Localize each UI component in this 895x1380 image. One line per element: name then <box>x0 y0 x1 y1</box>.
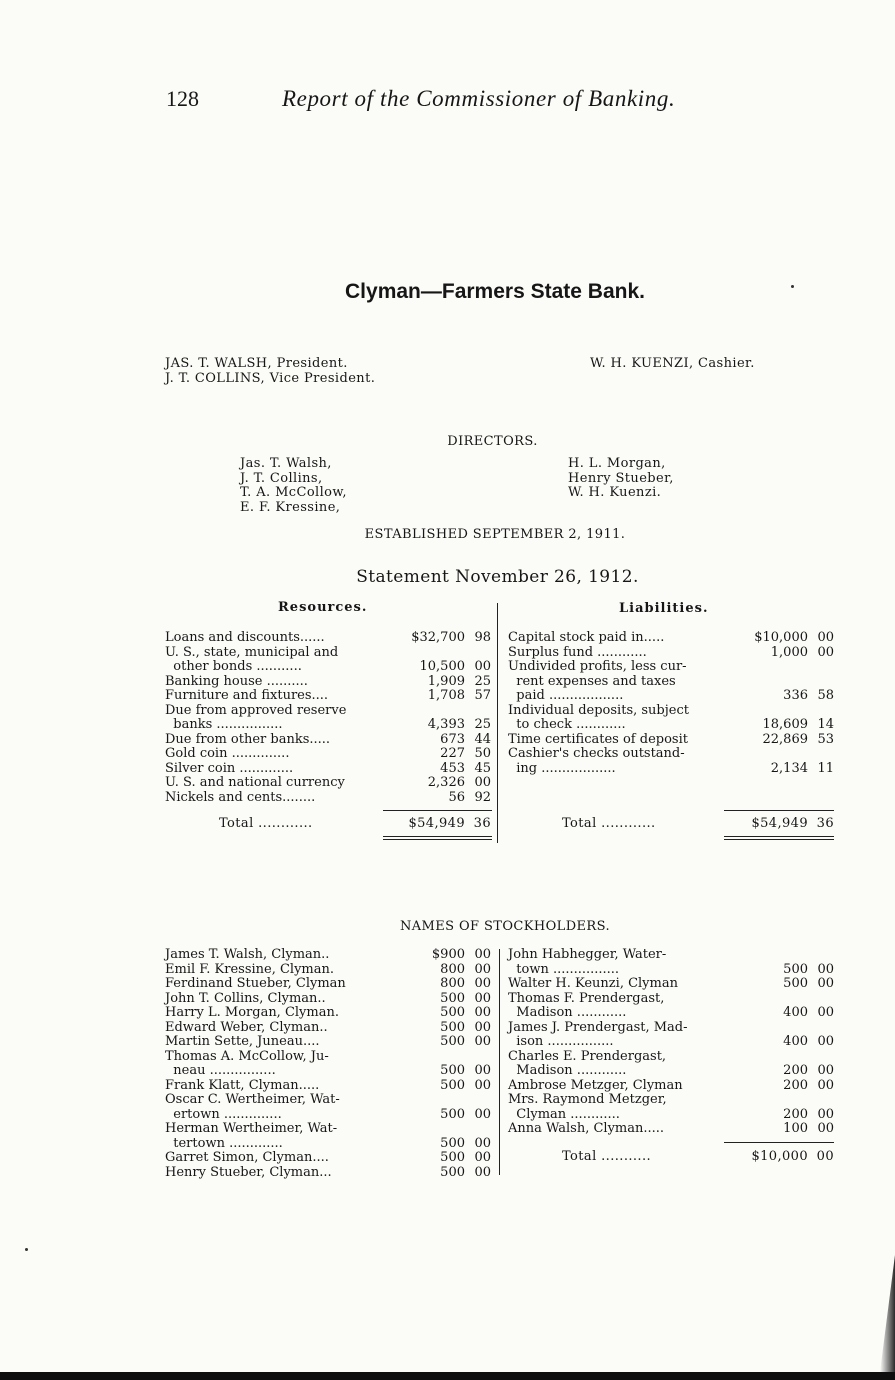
directors-left <box>240 457 347 515</box>
stockholder-row <box>165 1079 491 1094</box>
entry-dollars: 200 <box>783 1106 808 1122</box>
resources-row <box>165 660 491 675</box>
entry-label: Due from approved reserve <box>165 702 347 718</box>
entry-dollars: 22,869 <box>762 731 808 747</box>
stockholder-row <box>508 1021 834 1036</box>
entry-label: Banking house .......... <box>165 673 308 689</box>
page-edge <box>880 1255 895 1372</box>
entry-dollars: 200 <box>783 1077 808 1093</box>
entry-cents <box>808 948 834 963</box>
bank-title: Clyman—Farmers State Bank. <box>345 280 645 303</box>
stockholders-divider <box>499 949 500 1175</box>
entry-dollars <box>726 660 808 675</box>
entry-label: Thomas A. McCollow, Ju- <box>165 1048 329 1064</box>
liabilities-row <box>508 733 834 748</box>
resources-total-cents: 36 <box>473 816 491 831</box>
entry-label: tertown ............. <box>165 1135 283 1151</box>
entry-dollars: 500 <box>440 1005 465 1020</box>
entry-label: Oscar C. Wertheimer, Wat- <box>165 1092 340 1107</box>
resources-row <box>165 733 491 748</box>
entry-cents <box>465 1122 491 1137</box>
liabilities-row <box>508 646 834 661</box>
entry-dollars <box>405 1093 465 1108</box>
entry-label: banks ................ <box>165 717 283 732</box>
entry-dollars: 336 <box>783 688 808 703</box>
entry-cents <box>808 1093 834 1108</box>
page-number: 128 <box>166 86 199 111</box>
director: H. L. Morgan, <box>568 456 666 471</box>
entry-dollars: 56 <box>448 789 465 805</box>
entry-label: ertown .............. <box>165 1106 282 1122</box>
entry-label: Walter H. Keunzi, Clyman <box>508 976 678 991</box>
stockholder-row <box>508 1064 834 1079</box>
entry-cents: 45 <box>474 760 491 776</box>
entry-dollars <box>383 704 465 719</box>
entry-cents: 00 <box>817 1063 834 1078</box>
stockholder-row <box>165 1137 491 1152</box>
entry-dollars <box>726 704 808 719</box>
entry-label: paid .................. <box>508 688 624 703</box>
entry-dollars <box>748 948 808 963</box>
liabilities-table <box>508 631 834 776</box>
stockholder-row <box>165 948 491 963</box>
entry-dollars: 453 <box>440 760 465 776</box>
entry-cents: 57 <box>474 688 491 703</box>
stockholder-row <box>508 992 834 1007</box>
entry-dollars <box>748 1050 808 1065</box>
entry-label: Silver coin ............. <box>165 760 294 776</box>
entry-dollars: 800 <box>440 976 465 991</box>
entry-label: Madison ............ <box>508 1005 627 1020</box>
liabilities-row <box>508 718 834 733</box>
cashier: W. H. KUENZI, Cashier. <box>590 356 755 371</box>
entry-label: Loans and discounts...... <box>165 630 325 645</box>
entry-dollars: 500 <box>440 1135 465 1151</box>
entry-cents: 92 <box>474 789 491 805</box>
entry-label: James T. Walsh, Clyman.. <box>165 947 330 962</box>
entry-label: Herman Wertheimer, Wat- <box>165 1121 338 1136</box>
scan-bottom-edge <box>0 1372 895 1380</box>
entry-label: neau ................ <box>165 1063 276 1078</box>
entry-label: Capital stock paid in..... <box>508 630 665 645</box>
resources-table <box>165 631 491 805</box>
entry-cents: 00 <box>474 1150 491 1165</box>
entry-label: rent expenses and taxes <box>508 673 676 689</box>
entry-cents: 00 <box>474 1106 491 1122</box>
entry-dollars: 18,609 <box>762 717 808 732</box>
officers-left <box>165 357 375 386</box>
liabilities-row <box>508 747 834 762</box>
established-date: ESTABLISHED SEPTEMBER 2, 1911. <box>364 527 626 542</box>
entry-label: Clyman ............ <box>508 1106 620 1122</box>
entry-cents: 00 <box>474 1034 491 1049</box>
director: J. T. Collins, <box>240 470 323 486</box>
entry-label: to check ............ <box>508 717 626 732</box>
entry-cents <box>465 704 491 719</box>
entry-cents <box>465 1093 491 1108</box>
liabilities-rows <box>508 631 834 776</box>
stockholder-row <box>165 1122 491 1137</box>
entry-label: Nickels and cents........ <box>165 789 316 805</box>
entry-dollars: 500 <box>440 990 465 1006</box>
entry-dollars: 4,393 <box>427 717 465 732</box>
stockholder-row <box>165 1021 491 1036</box>
stockholders-left-table <box>165 948 491 1180</box>
resources-row <box>165 689 491 704</box>
entry-cents: 25 <box>474 673 491 689</box>
entry-dollars <box>405 1050 465 1065</box>
entry-dollars: 500 <box>440 1063 465 1078</box>
entry-label: Charles E. Prendergast, <box>508 1048 667 1064</box>
entry-dollars: 500 <box>783 961 808 977</box>
entry-cents <box>808 704 834 719</box>
entry-cents: 00 <box>817 1077 834 1093</box>
liabilities-row <box>508 762 834 777</box>
entry-label: James J. Prendergast, Mad- <box>508 1019 688 1035</box>
entry-label: U. S., state, municipal and <box>165 644 339 660</box>
stockholder-row <box>165 1108 491 1123</box>
entry-label: town ................ <box>508 961 620 977</box>
speck <box>791 285 794 288</box>
entry-dollars: 100 <box>783 1121 808 1136</box>
resources-row <box>165 675 491 690</box>
entry-cents: 00 <box>474 1005 491 1020</box>
entry-dollars: 500 <box>783 976 808 991</box>
resources-row <box>165 646 491 661</box>
stockholder-row <box>165 1035 491 1050</box>
entry-cents: 00 <box>474 1164 491 1180</box>
entry-label: Due from other banks..... <box>165 731 331 747</box>
entry-label: other bonds ........... <box>165 659 302 674</box>
resources-row <box>165 791 491 806</box>
statement-divider <box>497 603 498 843</box>
resources-row <box>165 631 491 646</box>
directors-heading: DIRECTORS. <box>447 434 538 449</box>
stockholders-total-cents: 00 <box>816 1149 834 1164</box>
stockholder-row <box>165 992 491 1007</box>
resources-total-label: Total ............ <box>219 816 313 831</box>
entry-cents: 44 <box>474 731 491 747</box>
resources-row <box>165 776 491 791</box>
director: E. F. Kressine, <box>240 499 341 515</box>
entry-dollars <box>726 675 808 690</box>
liabilities-row <box>508 704 834 719</box>
stockholder-row <box>508 948 834 963</box>
entry-cents: 00 <box>817 644 834 660</box>
entry-label: Mrs. Raymond Metzger, <box>508 1092 667 1107</box>
entry-label: Ferdinand Stueber, Clyman <box>165 976 346 991</box>
entry-label: Anna Walsh, Clyman..... <box>508 1121 665 1136</box>
entry-cents: 00 <box>474 659 491 674</box>
entry-cents: 00 <box>474 947 491 962</box>
resources-total-dollars: $54,949 <box>408 816 465 831</box>
entry-label: Harry L. Morgan, Clyman. <box>165 1005 339 1020</box>
entry-label: John T. Collins, Clyman.. <box>165 990 326 1006</box>
entry-dollars: 2,134 <box>770 760 808 776</box>
entry-dollars: 1,708 <box>427 688 465 703</box>
liabilities-row <box>508 631 834 646</box>
entry-dollars <box>748 1093 808 1108</box>
entry-cents: 00 <box>474 1135 491 1151</box>
entry-dollars <box>383 646 465 661</box>
entry-dollars: 800 <box>440 961 465 977</box>
entry-cents <box>808 747 834 762</box>
entry-cents: 00 <box>817 976 834 991</box>
entry-cents: 00 <box>817 630 834 645</box>
entry-cents <box>808 1050 834 1065</box>
statement-title: Statement November 26, 1912. <box>356 567 639 587</box>
entry-dollars: 400 <box>783 1034 808 1049</box>
entry-dollars: $900 <box>431 947 465 962</box>
stockholders-total-dollars: $10,000 <box>751 1149 808 1164</box>
entry-cents <box>465 646 491 661</box>
director: Jas. T. Walsh, <box>240 456 332 471</box>
entry-label: Individual deposits, subject <box>508 702 689 718</box>
liabilities-heading: Liabilities. <box>619 601 709 616</box>
vice-president: J. T. COLLINS, Vice President. <box>165 370 376 386</box>
entry-label: Undivided profits, less cur- <box>508 659 687 674</box>
entry-cents: 00 <box>474 1063 491 1078</box>
entry-label: Henry Stueber, Clyman... <box>165 1164 332 1180</box>
stockholder-row <box>508 1079 834 1094</box>
entry-label: ing .................. <box>508 760 616 776</box>
entry-dollars: 2,326 <box>427 775 465 790</box>
entry-label: Martin Sette, Juneau.... <box>165 1034 320 1049</box>
entry-label: Thomas F. Prendergast, <box>508 990 665 1006</box>
entry-dollars: 500 <box>440 1106 465 1122</box>
stockholder-row <box>508 963 834 978</box>
liabilities-total-label: Total ............ <box>562 816 656 831</box>
entry-label: John Habhegger, Water- <box>508 947 667 962</box>
entry-dollars: 500 <box>440 1019 465 1035</box>
entry-dollars: 500 <box>440 1150 465 1165</box>
entry-cents: 25 <box>474 717 491 732</box>
entry-dollars: $32,700 <box>411 630 465 645</box>
stockholders-total-label: Total ........... <box>562 1149 652 1164</box>
entry-label: Cashier's checks outstand- <box>508 746 685 761</box>
resources-heading: Resources. <box>278 600 368 615</box>
stockholder-row <box>165 963 491 978</box>
resources-double-rule <box>383 836 492 840</box>
running-title: Report of the Commissioner of Banking. <box>282 86 676 111</box>
entry-cents: 98 <box>474 630 491 645</box>
entry-dollars: 400 <box>783 1005 808 1020</box>
stockholder-row <box>508 1050 834 1065</box>
liabilities-rule <box>724 810 834 811</box>
entry-cents <box>808 1021 834 1036</box>
stockholder-row <box>165 977 491 992</box>
entry-cents: 14 <box>817 717 834 732</box>
stockholder-row <box>165 1006 491 1021</box>
entry-cents: 00 <box>474 1077 491 1093</box>
entry-cents: 00 <box>474 1019 491 1035</box>
entry-cents: 00 <box>817 961 834 977</box>
liabilities-row <box>508 689 834 704</box>
entry-label: ison ................ <box>508 1034 614 1049</box>
entry-label: Edward Weber, Clyman.. <box>165 1019 328 1035</box>
entry-cents: 00 <box>817 1121 834 1136</box>
entry-dollars: $10,000 <box>754 630 808 645</box>
entry-label: Surplus fund ............ <box>508 644 647 660</box>
directors-right <box>568 457 674 501</box>
stockholder-row <box>165 1166 491 1181</box>
stockholder-row <box>165 1151 491 1166</box>
president: JAS. T. WALSH, President. <box>165 356 348 371</box>
director: T. A. McCollow, <box>240 485 347 500</box>
entry-cents: 00 <box>474 976 491 991</box>
stockholder-row <box>508 1108 834 1123</box>
director: W. H. Kuenzi. <box>568 485 662 500</box>
stockholders-left-rows <box>165 948 491 1180</box>
resources-rule <box>383 810 492 811</box>
stockholder-row <box>165 1093 491 1108</box>
stockholder-row <box>508 977 834 992</box>
entry-cents <box>465 1050 491 1065</box>
entry-dollars: 200 <box>783 1063 808 1078</box>
entry-dollars: 500 <box>440 1164 465 1180</box>
entry-dollars <box>748 1021 808 1036</box>
entry-cents: 00 <box>817 1034 834 1049</box>
stockholder-row <box>165 1050 491 1065</box>
stockholders-right-rows <box>508 948 834 1137</box>
entry-cents: 53 <box>817 731 834 747</box>
entry-dollars <box>405 1122 465 1137</box>
entry-label: Time certificates of deposit <box>508 731 688 747</box>
entry-cents <box>808 992 834 1007</box>
stockholders-rule <box>724 1142 834 1143</box>
entry-cents: 00 <box>817 1005 834 1020</box>
entry-cents: 58 <box>817 688 834 703</box>
liabilities-total-cents: 36 <box>816 816 834 831</box>
entry-cents <box>808 675 834 690</box>
entry-cents: 50 <box>474 746 491 761</box>
stockholder-row <box>508 1093 834 1108</box>
entry-cents: 00 <box>474 990 491 1006</box>
stockholder-row <box>508 1006 834 1021</box>
entry-dollars: 227 <box>440 746 465 761</box>
liabilities-row <box>508 660 834 675</box>
entry-cents: 11 <box>817 760 834 776</box>
stockholders-right-table <box>508 948 834 1137</box>
entry-dollars <box>748 992 808 1007</box>
liabilities-row <box>508 675 834 690</box>
entry-cents: 00 <box>817 1106 834 1122</box>
entry-label: Frank Klatt, Clyman..... <box>165 1077 320 1093</box>
director: Henry Stueber, <box>568 470 674 486</box>
entry-dollars: 1,000 <box>770 644 808 660</box>
entry-label: Ambrose Metzger, Clyman <box>508 1077 683 1093</box>
entry-label: Garret Simon, Clyman.... <box>165 1150 329 1165</box>
entry-label: Emil F. Kressine, Clyman. <box>165 961 335 977</box>
entry-label: U. S. and national currency <box>165 775 345 790</box>
entry-dollars: 673 <box>440 731 465 747</box>
entry-dollars: 10,500 <box>419 659 465 674</box>
entry-cents: 00 <box>474 961 491 977</box>
entry-label: Furniture and fixtures.... <box>165 688 329 703</box>
stockholder-row <box>508 1035 834 1050</box>
entry-label: Madison ............ <box>508 1063 627 1078</box>
stockholders-heading: NAMES OF STOCKHOLDERS. <box>399 919 610 934</box>
resources-rows <box>165 631 491 805</box>
entry-cents <box>808 660 834 675</box>
liabilities-total-dollars: $54,949 <box>751 816 808 831</box>
entry-cents: 00 <box>474 775 491 790</box>
resources-row <box>165 747 491 762</box>
stockholder-row <box>508 1122 834 1137</box>
stockholder-row <box>165 1064 491 1079</box>
resources-row <box>165 762 491 777</box>
entry-dollars: 500 <box>440 1034 465 1049</box>
entry-label: Gold coin .............. <box>165 746 290 761</box>
entry-dollars: 500 <box>440 1077 465 1093</box>
resources-row <box>165 704 491 719</box>
speck <box>25 1248 28 1251</box>
entry-dollars: 1,909 <box>427 673 465 689</box>
liabilities-double-rule <box>724 836 834 840</box>
entry-dollars <box>726 747 808 762</box>
resources-row <box>165 718 491 733</box>
